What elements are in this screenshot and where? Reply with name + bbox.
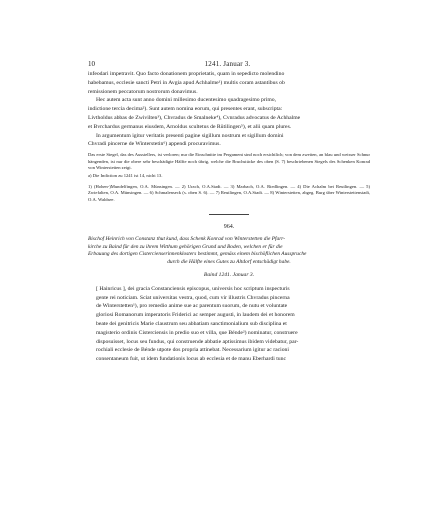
section-divider [209,214,249,215]
document-body [88,285,370,364]
body-line: gente rei noticiam. Sciat universitas vestra, quod, cum vir illustris Chvradus pincerna [96,294,290,301]
body-line: gloriosi Romanorum imperatoris Friderici ac semper augusti, in laudem dei et honorem [96,312,295,319]
page-number: 10 [88,60,95,68]
charter-line: Hec autem acta sunt anno domini millesimo ducentesimo quadragesimo primo, [96,97,277,104]
body-line: disposuisset, locus seu fundus, qui construende abbatie aptissimus ibidem videbatur, par- [96,338,299,345]
page-header [88,60,370,70]
footnotes: 1) (Hohen-)Mundelfingen, O.A. Münsingen. — 2) Urach, O.A.Stadt. — 3) Marbach, O.A. Riedlingen. — 4) Die Achalm bei Reutlingen. — 5) Zwiefalten, O.A. Münsingen. — 6) Schmalenseck (s. oben S. 6). — 7) Reutlingen, O.A.Stadt. — 8) Winterstetten, abgeg. Burg über Winterstettenstadt, O.A. Waldsee. [88,183,370,202]
charter-line: infeodari impetravit. Quo facto donationem proprietatis, quam in sepedicto molendino [88,71,285,77]
charter-line: et Bvrchardus germanus eiusdem, Arnoldus scultetus de Rütilingen⁵), et alii quam plures. [88,123,292,130]
body-line: magisterio ordinis Cisterciensis in predio suo et villa, que Bénde²) nominatur, construere [96,329,298,336]
seal-remark: Das erste Siegel, das des Ausstellers, ist verloren; nur die Einschnitte im Pergament sind noch ersichtlich; von dem zweiten, an blau und weisser Schnur hängenden, ist nur die obere sehr beschädigte Hälfte noch übrig, welche die Bruchstücke des oben (S. 7) beschriebenen Siegels des Schenken Konrad von Winterstetten zeigt. [88,152,370,170]
charter-line: In argumentum igitur veritatis presenti pagine sigillum nostrum et sigillum domini [96,132,284,139]
document-page [88,60,370,480]
charter-end-text [88,70,370,149]
body-line: consentaneum fuit, ut idem fundationis locus ab ecclesia et de manu Eberhardi tunc [96,356,286,363]
abstract-line: Bischof Heinrich von Constanz thut kund, dass Schenk Konrad von Winterstetten die Pfarr- [88,236,286,243]
charter-line: Livtholdus abbas de Zwivilten³), Chvradus de Smalnekе⁴), Cvnradus advocatus de Achhalme [88,114,301,121]
document-abstract [88,236,370,267]
charter-line: Chvradi pincerne de Winterstetin⁶) appendi procuravimus. [88,141,221,148]
charter-line: indictione tercia decima²). Sunt autem nomina eorum, qui presentes erant, subscripta: [88,106,283,113]
document-number: 964. [223,224,235,231]
charter-line: habebamus, ecclesie sancti Petri in Avgia apud Achhalme¹) multis coram astantibus ob [88,79,285,86]
running-title: 1241. Januar 3. [204,60,251,68]
footnote-a: a) Die Indiction zu 1241 ist 14, nicht 13. [88,173,163,179]
body-line: [ Hainricus ], dei gracia Constanciensis episcopus, universis hoc scriptum inspecturis [96,285,290,292]
dateline: Baind 1241. Januar 3. [203,271,255,278]
body-line: beate dei genitricis Marie claustrum seu abbatiam sanctimonialium sub disciplina et [96,321,287,328]
body-line: de Winterstetten¹), pro remedio anime sue ac parentum suorum, de nutu et voluntate [96,303,288,310]
abstract-line: durch die Hälfte eines Gutes zu Altdorf entschädigt habe. [167,259,291,266]
charter-line: remissionem peccatorum nostrorum donavimus. [88,88,198,95]
abstract-line: kirche zu Baind für den zu ihrem Witthum gehörigen Grund und Boden, welchen er für die [88,243,283,250]
body-line: rochiali ecclesie de Bénde utpote dos propria attinebat. Necessarium igitur ac racioni [96,347,289,354]
abstract-line: Erbauung des dortigen Cistercienserinnenklosters bestimmt, gemäss einem bischöflichen Ausspruche [88,251,307,258]
